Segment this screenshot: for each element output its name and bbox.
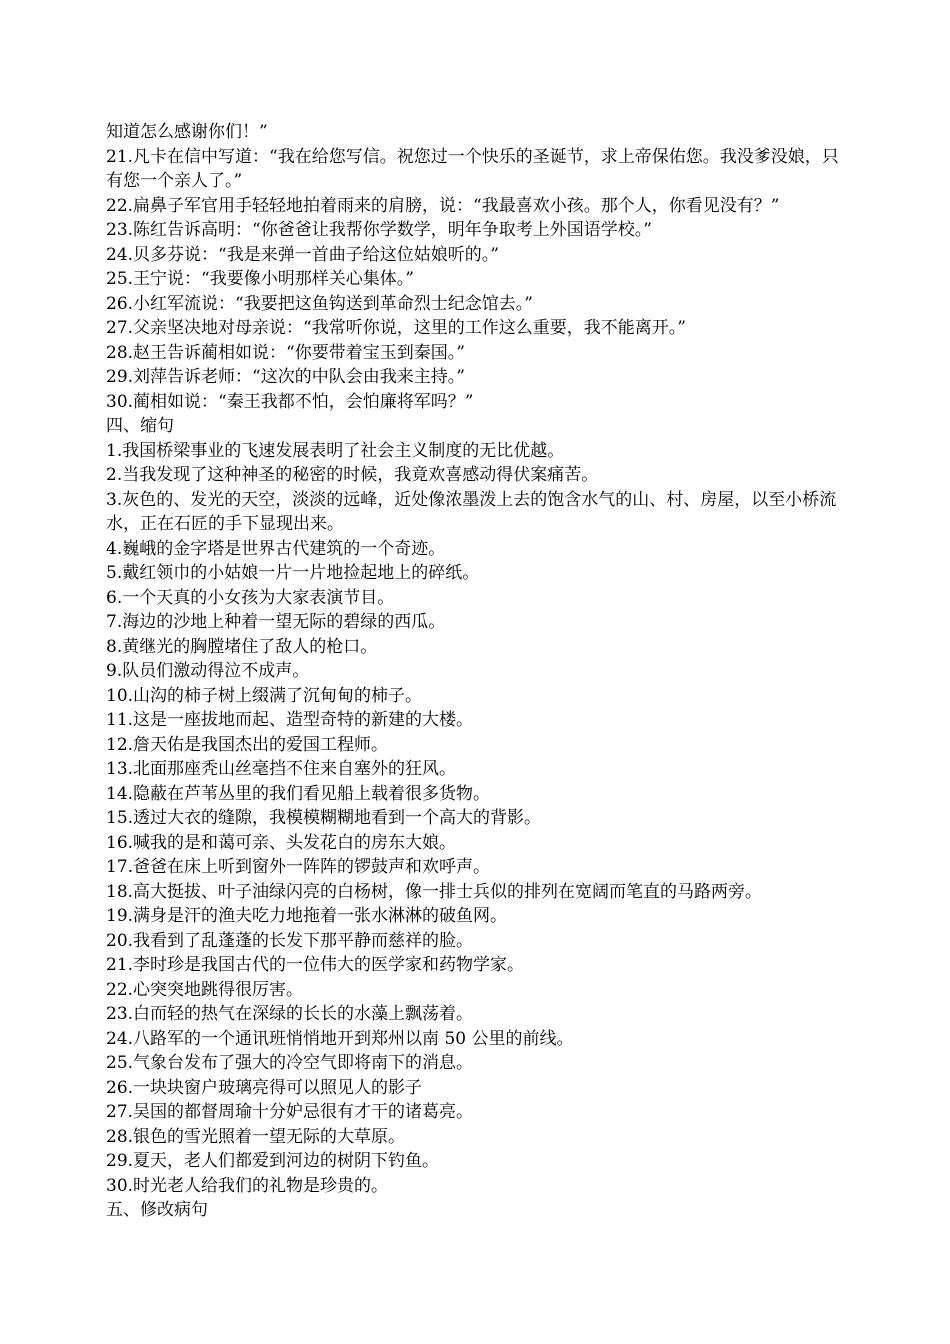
list-item: 17.爸爸在床上听到窗外一阵阵的锣鼓声和欢呼声。 — [106, 857, 491, 877]
list-item: 22.心突突地跳得很厉害。 — [106, 979, 304, 1000]
list-item: 27.父亲坚决地对母亲说：“我常听你说，这里的工作这么重要，我不能离开。” — [106, 318, 686, 338]
list-item: 19.满身是汗的渔夫吃力地拖着一张水淋淋的破鱼网。 — [106, 906, 508, 926]
list-item: 11.这是一座拔地而起、造型奇特的新建的大楼。 — [106, 710, 474, 730]
list-item: 26.一块块窗户玻璃亮得可以照见人的影子 — [106, 1077, 423, 1098]
list-item: 24.贝多芬说：“我是来弹一首曲子给这位姑娘听的。” — [106, 244, 499, 265]
list-item: 23.白而轻的热气在深绿的长长的水藻上飘荡着。 — [106, 1004, 474, 1024]
list-item: 7.海边的沙地上种着一望无际的碧绿的西瓜。 — [106, 612, 446, 632]
list-item: 22.扁鼻子军官用手轻轻地拍着雨来的肩膀，说：“我最喜欢小孩。那个人，你看见没有？” — [106, 195, 780, 216]
list-item: 26.小红军流说：“我要把这鱼钩送到革命烈士纪念馆去。” — [106, 293, 533, 314]
list-item: 30.蔺相如说：“秦王我都不怕，会怕廉将军吗？” — [106, 391, 474, 412]
list-item: 15.透过大衣的缝隙，我模模糊糊地看到一个高大的背影。 — [106, 808, 542, 828]
list-item: 29.夏天，老人们都爱到河边的树阴下钓鱼。 — [106, 1151, 440, 1171]
list-item: 25.王宁说：“我要像小明那样关心集体。” — [106, 269, 414, 289]
list-item: 8.黄继光的胸膛堵住了敌人的枪口。 — [106, 636, 378, 657]
list-item: 6.一个天真的小女孩为大家表演节目。 — [106, 587, 395, 608]
list-item: 21.凡卡在信中写道：“我在给您写信。祝您过一个快乐的圣诞节，求上帝保佑您。我没爹没娘，只有您一个亲人了。” — [106, 146, 839, 191]
list-item: 1.我国桥梁事业的飞速发展表明了社会主义制度的无比优越。 — [106, 440, 565, 461]
list-item: 28.赵王告诉蔺相如说：“你要带着宝玉到秦国。” — [106, 342, 465, 363]
list-item: 24.八路军的一个通讯班悄悄地开到郑州以南 50 公里的前线。 — [106, 1028, 574, 1049]
list-item: 30.时光老人给我们的礼物是珍贵的。 — [106, 1175, 389, 1196]
document-body — [106, 120, 848, 1223]
list-item: 10.山沟的柿子树上缀满了沉甸甸的柿子。 — [106, 685, 423, 706]
list-item: 2.当我发现了这种神圣的秘密的时候，我竟欢喜感动得伏案痛苦。 — [106, 465, 599, 485]
list-item: 5.戴红领巾的小姑娘一片一片地捡起地上的碎纸。 — [106, 563, 480, 583]
list-item: 3.灰色的、发光的天空，淡淡的远峰，近处像浓墨泼上去的饱含水气的山、村、房屋，以至小桥流水，正在石匠的手下显现出来。 — [106, 489, 837, 534]
list-item: 4.巍峨的金字塔是世界古代建筑的一个奇迹。 — [106, 538, 446, 559]
list-item: 21.李时珍是我国古代的一位伟大的医学家和药物学家。 — [106, 955, 525, 975]
list-item: 14.隐蔽在芦苇丛里的我们看见船上载着很多货物。 — [106, 783, 491, 804]
list-item: 25.气象台发布了强大的冷空气即将南下的消息。 — [106, 1053, 474, 1073]
list-item: 29.刘萍告诉老师：“这次的中队会由我来主持。” — [106, 367, 465, 387]
list-item: 13.北面那座秃山丝毫挡不住来自塞外的狂风。 — [106, 759, 457, 779]
list-item: 20.我看到了乱蓬蓬的长发下那平静而慈祥的脸。 — [106, 930, 474, 951]
list-item: 12.詹天佑是我国杰出的爱国工程师。 — [106, 734, 389, 755]
list-item: 16.喊我的是和蔼可亲、头发花白的房东大娘。 — [106, 832, 457, 853]
section-heading-xiugai: 五、修改病句 — [106, 1200, 208, 1220]
list-item: 18.高大挺拔、叶子油绿闪亮的白杨树，像一排士兵似的排列在宽阔而笔直的马路两旁。 — [106, 881, 763, 902]
list-item: 28.银色的雪光照着一望无际的大草原。 — [106, 1126, 406, 1147]
list-item: 27.吴国的都督周瑜十分妒忌很有才干的诸葛亮。 — [106, 1102, 474, 1122]
list-item: 23.陈红告诉高明：“你爸爸让我帮你学数学，明年争取考上外国语学校。” — [106, 220, 652, 240]
section-heading-suoju: 四、缩句 — [106, 416, 174, 436]
continuation-line: 知道怎么感谢你们！” — [106, 122, 268, 142]
list-item: 9.队员们激动得泣不成声。 — [106, 661, 310, 681]
